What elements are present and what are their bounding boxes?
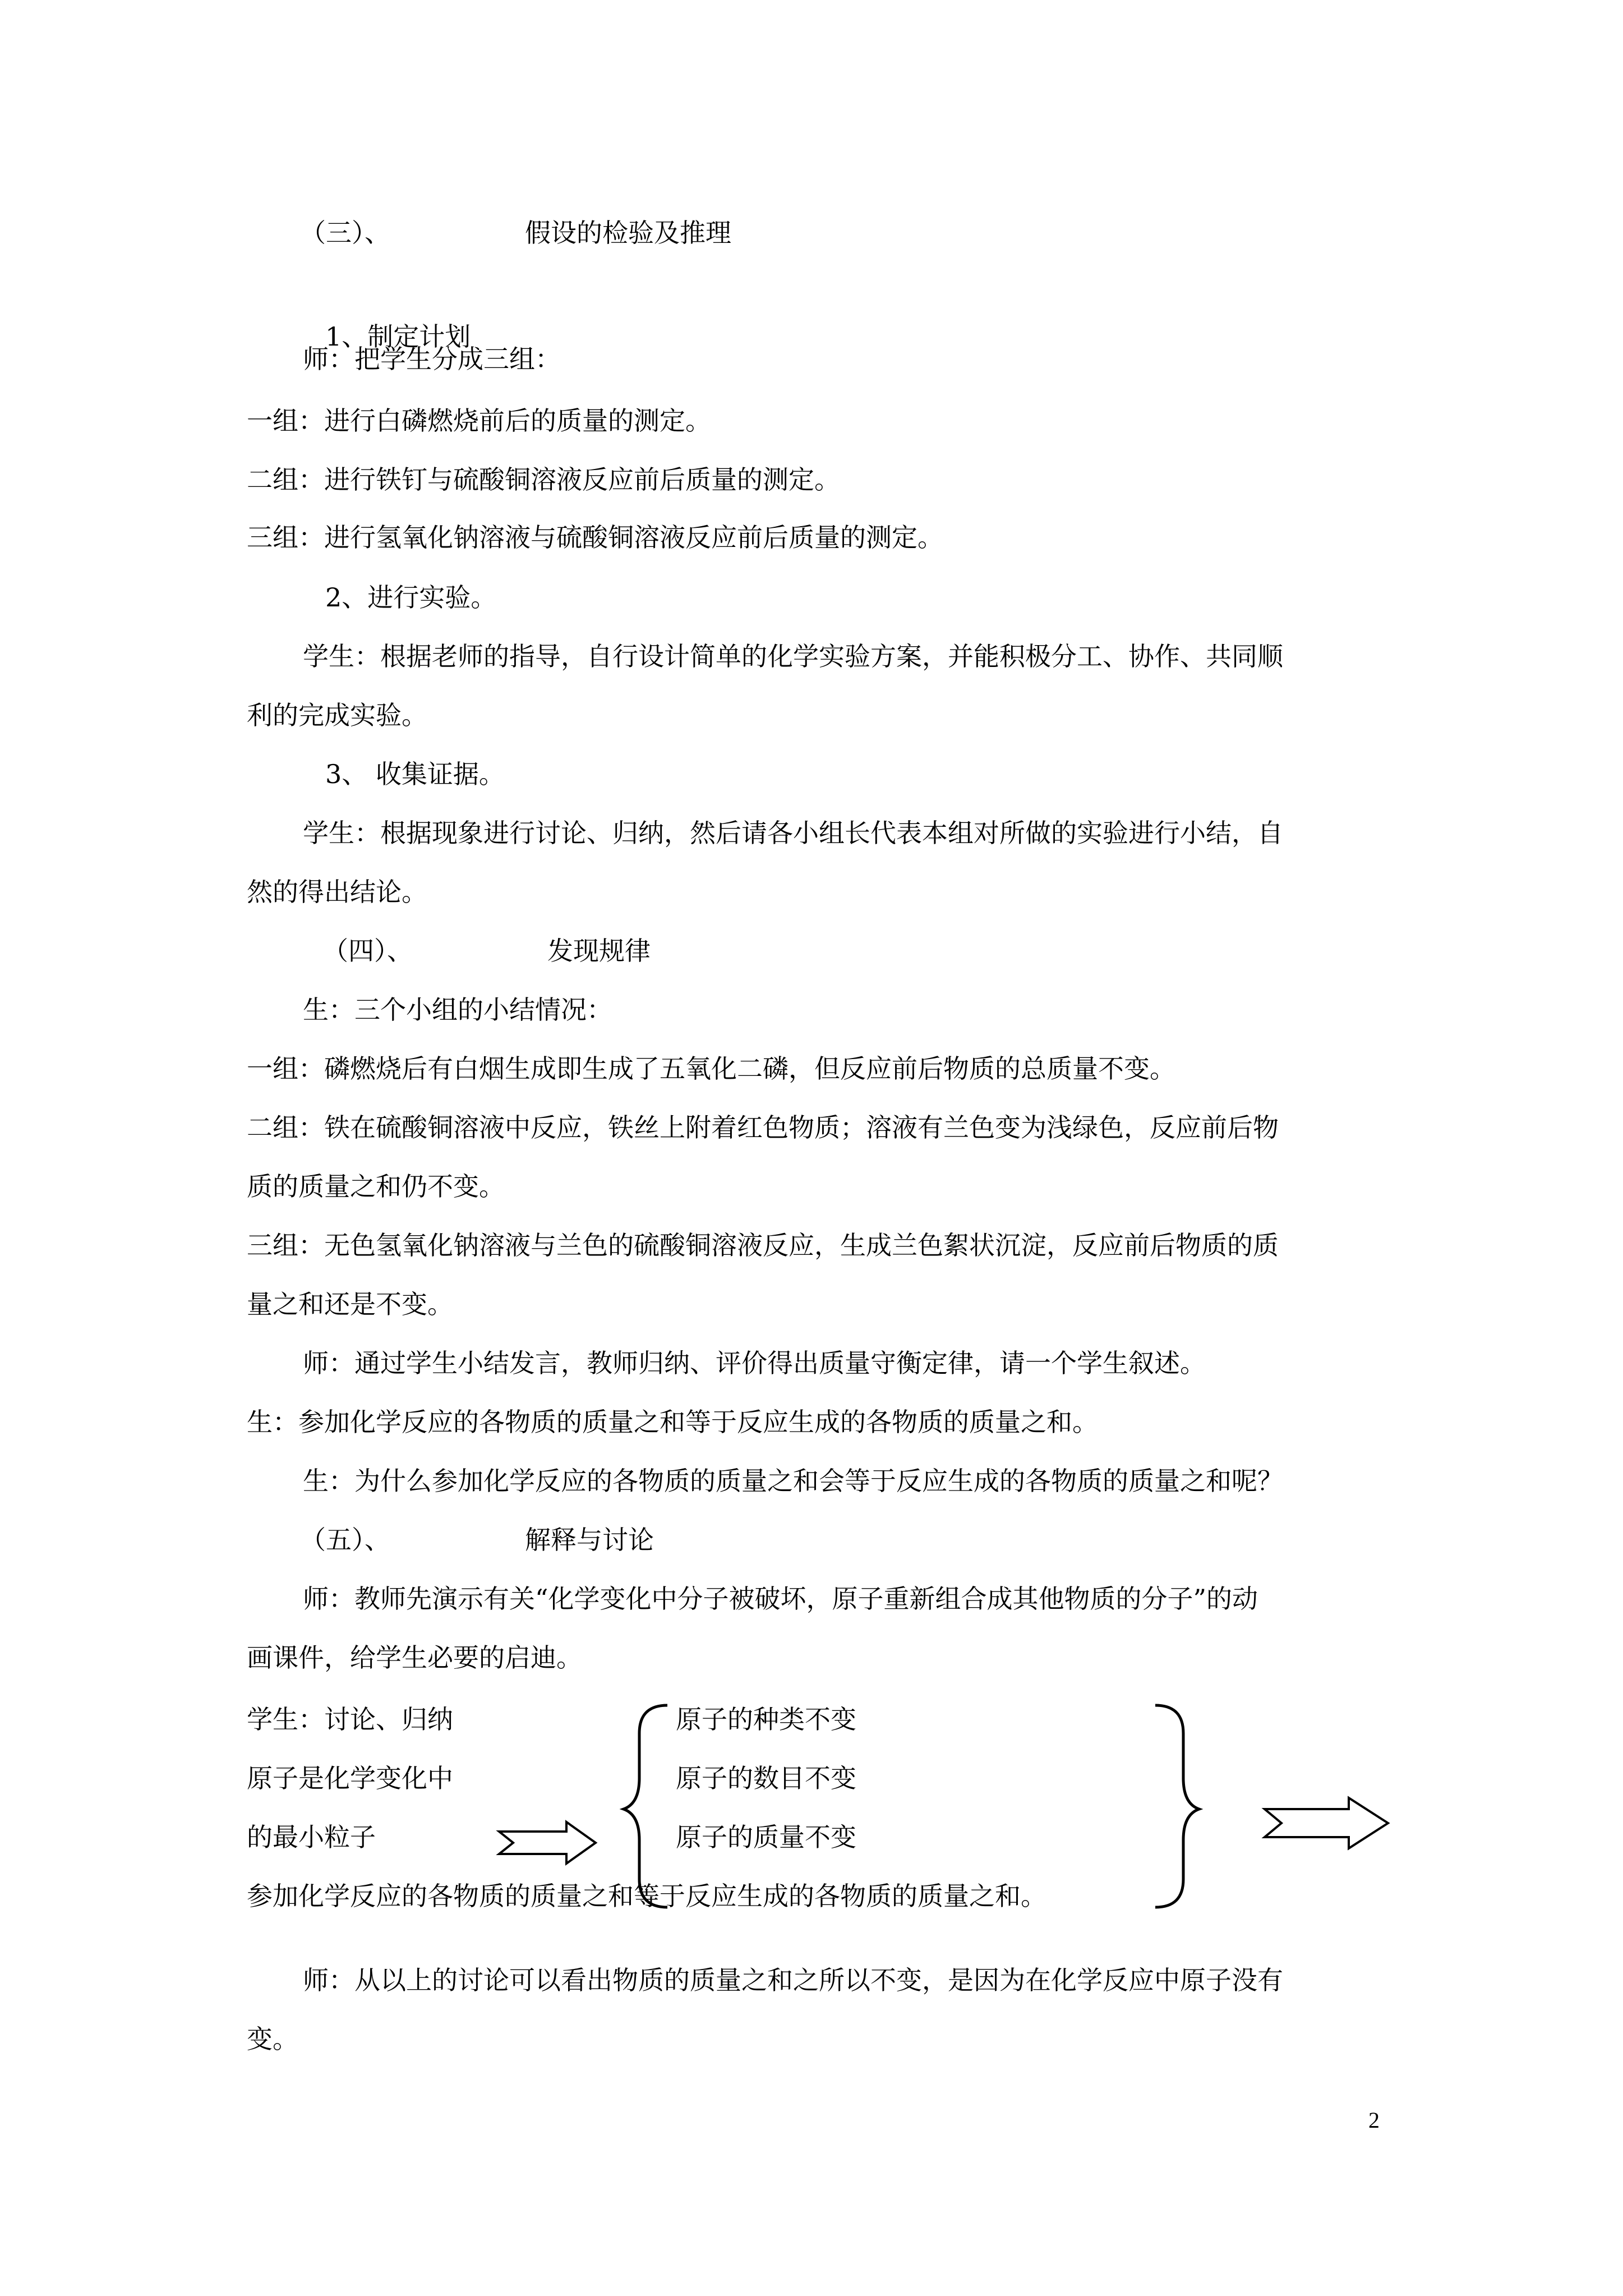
section-5-number: （五）、 xyxy=(300,1525,390,1555)
teacher-final-line-1: 师：从以上的讨论可以看出物质的质量之和之所以不变，是因为在化学反应中原子没有 xyxy=(303,1965,1283,1995)
group-3-result-line-1: 三组：无色氢氧化钠溶液与兰色的硫酸铜溶液反应，生成兰色絮状沉淀，反应前后物质的质 xyxy=(247,1230,1279,1260)
teacher-summary: 师：通过学生小结发言，教师归纳、评价得出质量守衡定律，请一个学生叙述。 xyxy=(303,1348,1206,1378)
group-2-result-line-2: 质的质量之和仍不变。 xyxy=(247,1171,505,1202)
step-2: 2、进行实验。 xyxy=(325,582,497,613)
conclusion: 参加化学反应的各物质的质量之和等于反应生成的各物质的质量之和。 xyxy=(247,1881,1046,1911)
section-5-heading xyxy=(300,1523,654,1557)
group-1-result: 一组：磷燃烧后有白烟生成即生成了五氧化二磷，但反应前后物质的总质量不变。 xyxy=(247,1053,1175,1084)
left-brace-icon xyxy=(624,1705,667,1907)
section-3-heading xyxy=(300,216,731,250)
group-2-result-line-1: 二组：铁在硫酸铜溶液中反应，铁丝上附着红色物质；溶液有兰色变为浅绿色，反应前后物 xyxy=(247,1112,1279,1143)
section-3-title: 假设的检验及推理 xyxy=(525,218,731,248)
student-experiment-line-2: 利的完成实验。 xyxy=(247,700,427,730)
section-4-title: 发现规律 xyxy=(547,936,651,966)
right-brace-icon xyxy=(1155,1705,1199,1907)
summary-intro: 生：三个小组的小结情况： xyxy=(303,995,612,1025)
group-1-task: 一组：进行白磷燃烧前后的质量的测定。 xyxy=(247,406,711,436)
step-3: 3、 收集证据。 xyxy=(325,759,505,789)
group-3-task: 三组：进行氢氧化钠溶液与硫酸铜溶液反应前后质量的测定。 xyxy=(247,522,943,553)
teacher-demo-line-2: 画课件，给学生必要的启迪。 xyxy=(247,1642,582,1673)
group-2-task: 二组：进行铁钉与硫酸铜溶液反应前后质量的测定。 xyxy=(247,464,840,495)
diagram-left-text-2: 原子是化学变化中 xyxy=(247,1763,453,1793)
diagram-left-text-3: 的最小粒子 xyxy=(247,1822,376,1852)
step-1: 1、制定计划 xyxy=(325,321,471,352)
student-evidence-line-2: 然的得出结论。 xyxy=(247,877,427,907)
teacher-final-line-2: 变。 xyxy=(247,2024,298,2054)
teacher-demo-line-1: 师：教师先演示有关“化学变化中分子被破坏，原子重新组合成其他物质的分子”的动 xyxy=(303,1584,1258,1614)
left-arrow-icon xyxy=(499,1822,596,1864)
student-law-statement: 生：参加化学反应的各物质的质量之和等于反应生成的各物质的质量之和。 xyxy=(247,1407,1098,1437)
section-5-title: 解释与讨论 xyxy=(525,1525,654,1555)
right-arrow-icon xyxy=(1265,1798,1388,1848)
page-number: 2 xyxy=(1368,2108,1380,2133)
diagram-item-3: 原子的质量不变 xyxy=(676,1822,856,1852)
diagram-item-1: 原子的种类不变 xyxy=(676,1704,856,1734)
section-3-number: （三）、 xyxy=(300,218,390,248)
group-3-result-line-2: 量之和还是不变。 xyxy=(247,1289,453,1319)
student-experiment-line-1: 学生：根据老师的指导，自行设计简单的化学实验方案，并能积极分工、协作、共同顺 xyxy=(303,641,1283,671)
teacher-groups-line: 师：把学生分成三组： xyxy=(303,344,561,374)
diagram-left-text-1: 学生：讨论、归纳 xyxy=(247,1704,453,1734)
section-4-heading xyxy=(322,934,651,968)
student-question: 生：为什么参加化学反应的各物质的质量之和会等于反应生成的各物质的质量之和呢？ xyxy=(303,1466,1283,1496)
student-evidence-line-1: 学生：根据现象进行讨论、归纳，然后请各小组长代表本组对所做的实验进行小结，自 xyxy=(303,818,1283,848)
section-4-number: （四）、 xyxy=(322,936,413,966)
diagram-item-2: 原子的数目不变 xyxy=(676,1763,856,1793)
